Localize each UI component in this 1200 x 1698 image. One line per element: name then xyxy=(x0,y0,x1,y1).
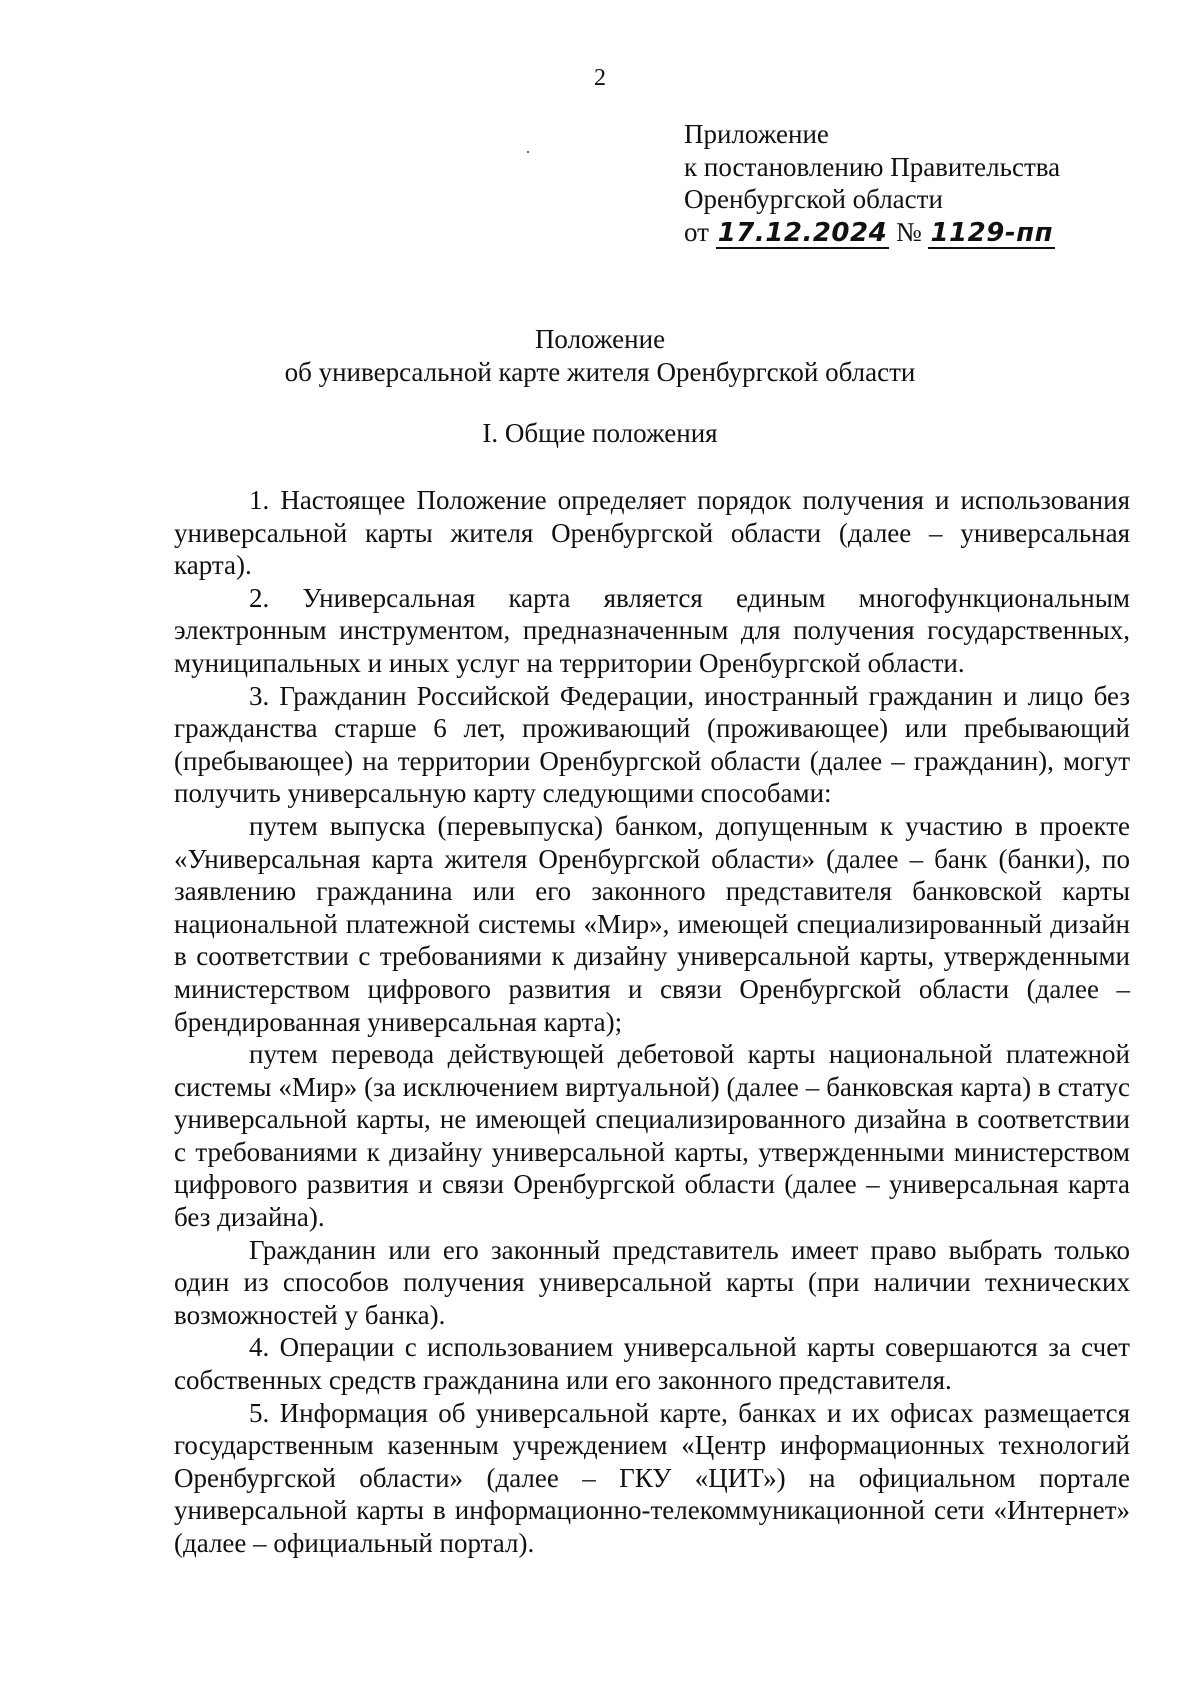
paragraph-2: 2. Универсальная карта является единым многофункциональным электронным инструментом, предназначенным для получения государственных, муниципальных и иных услуг на территории Оренбургской области. xyxy=(174,582,1130,678)
paragraph-1: 1. Настоящее Положение определяет порядок получения и использования универсальной карты жителя Оренбургской области (далее – универсальная карта). xyxy=(174,485,1130,581)
paragraph-3-option-2: путем перевода действующей дебетовой карты национальной платежной системы «Мир» (за исключением виртуальной) (далее – банковская карта) в статус универсальной карты, не имеющей специализированного дизайна в соответствии с требованиями к дизайну универсальной карты, утвержденными министерством цифрового развития и связи Оренбургской области (далее – универсальная карта без дизайна). xyxy=(174,1039,1130,1233)
number-sign: № xyxy=(895,216,922,247)
paragraph-4: 4. Операции с использованием универсальной карты совершаются за счет собственных средств гражданина или его законного представителя. xyxy=(174,1332,1130,1396)
appendix-region: Оренбургской области xyxy=(684,184,943,214)
paragraph-3: 3. Гражданин Российской Федерации, иностранный гражданин и лицо без гражданства старше 6 лет, проживающий (проживающее) или пребывающий (пребывающее) на территории Оренбургской области (далее – гражданин), могут получить универсальную карту следующими способами: xyxy=(174,680,1130,809)
section-heading: I. Общие положения xyxy=(482,418,718,448)
scan-speck xyxy=(527,151,529,153)
paragraph-5: 5. Информация об универсальной карте, банках и их офисах размещается государственным казенным учреждением «Центр информационных технологий Оренбургской области» (далее – ГКУ «ЦИТ») на официальном портале универсальной карты в информационно-телекоммуникационной сети «Интернет» (далее – официальный портал). xyxy=(174,1397,1130,1558)
title-line-2: об универсальной карте жителя Оренбургской области xyxy=(284,357,916,387)
paragraph-3-choice: Гражданин или его законный представитель имеет право выбрать только один из способов получения универсальной карты (при наличии технических возможностей у банка). xyxy=(174,1234,1130,1330)
appendix-block xyxy=(684,118,1060,249)
document-body xyxy=(174,484,1130,1560)
page-number: 2 xyxy=(594,65,606,91)
document-title xyxy=(0,323,1200,389)
date-prefix: от xyxy=(684,216,709,247)
handwritten-date: 17.12.2024 xyxy=(717,217,888,248)
appendix-date-line xyxy=(684,216,1060,249)
title-line-1: Положение xyxy=(534,324,666,354)
appendix-label: Приложение xyxy=(684,119,829,149)
handwritten-number: 1129-пп xyxy=(930,217,1054,248)
paragraph-3-option-1: путем выпуска (перевыпуска) банком, допущенным к участию в проекте «Универсальная карта жителя Оренбургской области» (далее – банк (банки), по заявлению гражданина или его законного представителя банковской карты национальной платежной системы «Мир», имеющей специализированный дизайн в соответствии с требованиями к дизайну универсальной карты, утвержденными министерством цифрового развития и связи Оренбургской области (далее – брендированная универсальная карта); xyxy=(174,810,1130,1037)
appendix-decree-ref: к постановлению Правительства xyxy=(684,151,1061,182)
